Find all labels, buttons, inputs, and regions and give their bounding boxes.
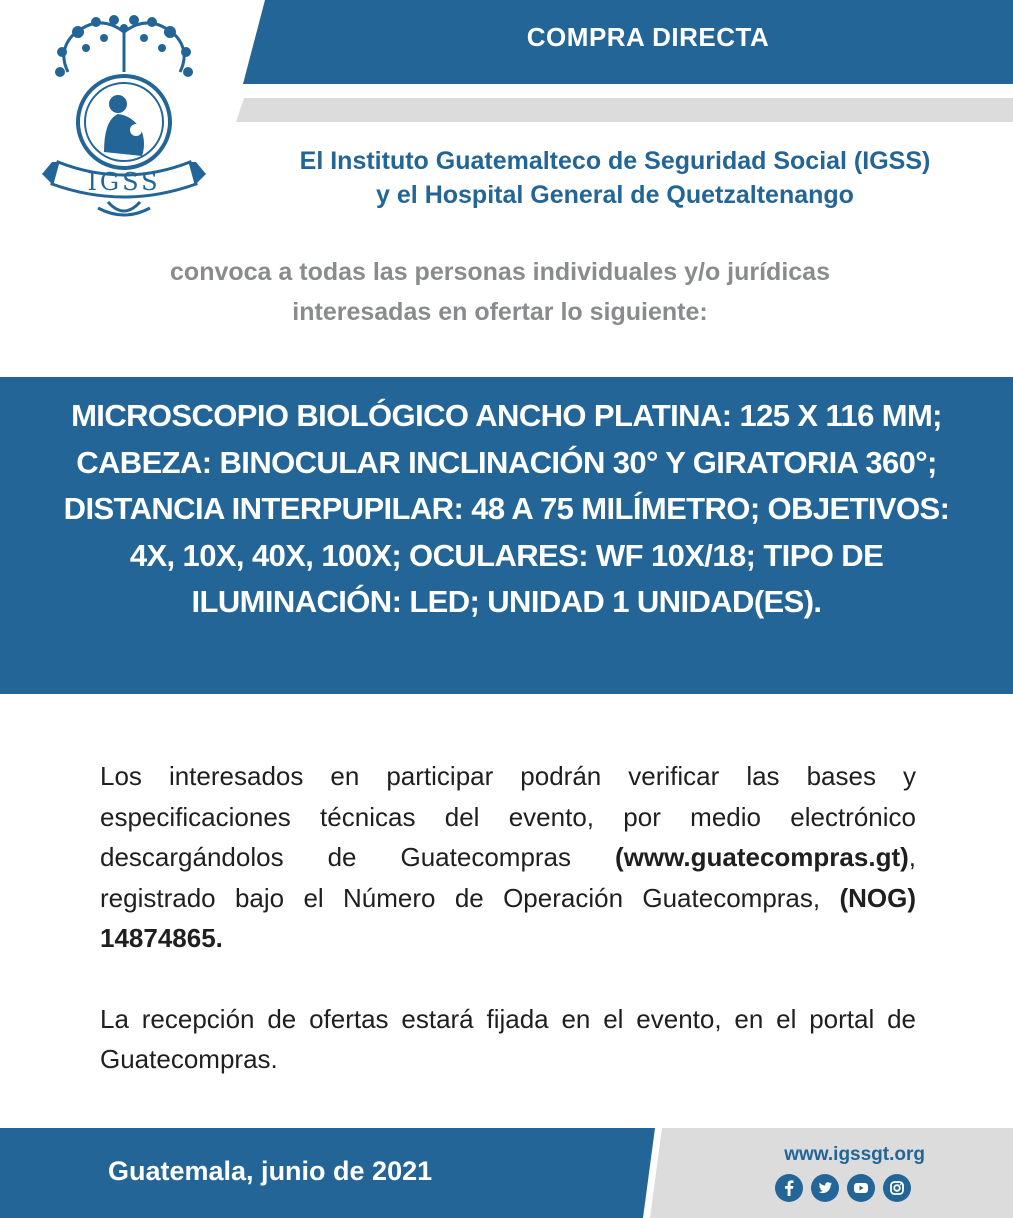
instagram-icon[interactable] — [883, 1174, 911, 1202]
body-paragraph-2: La recepción de ofertas estará fijada en el evento, en el portal de Guatecompras. — [100, 1003, 916, 1074]
product-description: MICROSCOPIO BIOLÓGICO ANCHO PLATINA: 125 X 116 MM; CABEZA: BINOCULAR INCLINACIÓN 30° Y GIRATORIA 360°; DISTANCIA INTERPUPILAR: 48 A 75 MILÍMETRO; OBJETIVOS: 4X, 10X, 40X, 100X; OCULARES: WF 10X/18; TIPO DE ILUMINACIÓN: LED; UNIDAD 1 UNIDAD(ES). — [63, 398, 950, 619]
city-date: Guatemala, junio de 2021 — [108, 1156, 433, 1186]
header-banner — [243, 0, 1013, 84]
facebook-icon[interactable] — [775, 1174, 803, 1202]
igss-logo — [38, 12, 210, 220]
institution-line-2: y el Hospital General de Quetzaltenango — [376, 181, 854, 209]
body-p1-text: Los interesados en participar podrán verificar las bases y especificaciones técnicas del evento, por medio electrónico descargándolos de Guatecompras — [100, 761, 916, 872]
institution-heading — [235, 144, 995, 212]
intro-line-1: convoca a todas las personas individuales y/o jurídicas — [170, 258, 830, 286]
banner-title: COMPRA DIRECTA — [526, 22, 770, 52]
body-text — [100, 756, 916, 1080]
guatecompras-link: (www.guatecompras.gt) — [615, 842, 909, 872]
twitter-icon[interactable] — [811, 1174, 839, 1202]
website-link[interactable]: www.igssgt.org — [784, 1144, 925, 1165]
nog-number: (NOG) 14874865. — [100, 882, 916, 953]
header-gray-band — [236, 98, 1013, 122]
institution-line-1: El Instituto Guatemalteco de Seguridad Social (IGSS) — [299, 147, 931, 175]
intro-text — [60, 252, 940, 332]
body-p1-text-2: , registrado bajo el Número de Operación Guatecompras, — [100, 842, 916, 913]
footer — [0, 1128, 1013, 1218]
product-band — [0, 377, 1013, 694]
intro-line-2: interesadas en ofertar lo siguiente: — [292, 298, 708, 326]
logo-text: IGSS — [87, 168, 161, 196]
body-paragraph-1 — [100, 756, 916, 959]
social-icons — [775, 1174, 911, 1202]
youtube-icon[interactable] — [847, 1174, 875, 1202]
